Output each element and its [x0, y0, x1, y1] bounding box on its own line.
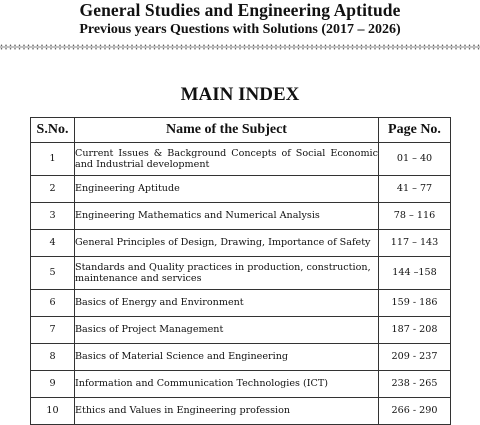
column-header-page: Page No. — [379, 118, 451, 143]
table-row — [31, 398, 451, 425]
table-row — [31, 317, 451, 344]
row-sno: 3 — [31, 203, 75, 230]
row-sno: 2 — [31, 176, 75, 203]
row-sno: 10 — [31, 398, 75, 425]
table-row — [31, 143, 451, 176]
row-pages: 187 - 208 — [379, 317, 451, 344]
table-row — [31, 176, 451, 203]
row-sno: 6 — [31, 290, 75, 317]
row-sno: 4 — [31, 230, 75, 257]
row-subject: Engineering Mathematics and Numerical Analysis — [75, 203, 379, 230]
row-subject: General Principles of Design, Drawing, Importance of Safety — [75, 230, 379, 257]
row-subject: Ethics and Values in Engineering profession — [75, 398, 379, 425]
table-row — [31, 344, 451, 371]
row-pages: 266 - 290 — [379, 398, 451, 425]
decorative-divider — [0, 44, 480, 50]
column-header-subject: Name of the Subject — [75, 118, 379, 143]
row-pages: 41 – 77 — [379, 176, 451, 203]
table-row — [31, 230, 451, 257]
row-pages: 159 - 186 — [379, 290, 451, 317]
row-pages: 209 - 237 — [379, 344, 451, 371]
row-pages: 78 – 116 — [379, 203, 451, 230]
book-title: General Studies and Engineering Aptitude — [79, 0, 401, 20]
row-subject: Basics of Energy and Environment — [75, 290, 379, 317]
index-table — [30, 117, 451, 425]
row-pages: 144 –158 — [379, 257, 451, 290]
table-row — [31, 371, 451, 398]
row-subject: Engineering Aptitude — [75, 176, 379, 203]
row-subject: Information and Communication Technologies (ICT) — [75, 371, 379, 398]
row-subject: Current Issues & Background Concepts of Social Economic and Industrial development — [75, 143, 379, 176]
row-pages: 238 - 265 — [379, 371, 451, 398]
row-subject: Basics of Material Science and Engineering — [75, 344, 379, 371]
table-header-row — [31, 118, 451, 143]
row-sno: 9 — [31, 371, 75, 398]
row-sno: 8 — [31, 344, 75, 371]
table-row — [31, 203, 451, 230]
main-index-heading: MAIN INDEX — [180, 84, 300, 105]
book-subtitle: Previous years Questions with Solutions (2017 – 2026) — [79, 22, 401, 37]
row-sno: 5 — [31, 257, 75, 290]
row-pages: 117 – 143 — [379, 230, 451, 257]
row-sno: 7 — [31, 317, 75, 344]
row-sno: 1 — [31, 143, 75, 176]
row-pages: 01 – 40 — [379, 143, 451, 176]
column-header-sno: S.No. — [31, 118, 75, 143]
row-subject: Standards and Quality practices in production, construction, maintenance and services — [75, 257, 379, 290]
table-row — [31, 290, 451, 317]
row-subject: Basics of Project Management — [75, 317, 379, 344]
table-row — [31, 257, 451, 290]
